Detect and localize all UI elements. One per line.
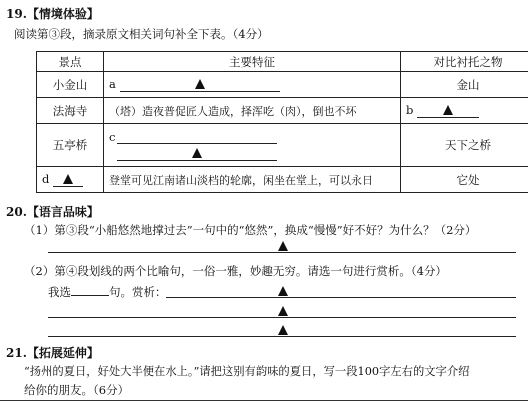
q20-choose-line	[48, 284, 167, 300]
q20-sub1: （1）第③段“小船悠然地撑过去”一句中的“悠然”，换成“慢慢”好不好？为什么？（2分）	[24, 222, 476, 238]
contrast-cell: 金山	[401, 72, 528, 98]
header-contrast: 对比衬托之物	[401, 52, 528, 72]
choose-blank[interactable]	[71, 284, 109, 296]
table-row	[37, 167, 528, 193]
feature-cell: 登堂可见江南诸山淡档的轮廓，闲坐在堂上，可以永日	[104, 167, 401, 193]
table-row	[37, 72, 528, 98]
answer-blank-c-line1[interactable]	[117, 131, 277, 144]
answer-blank-c-line2[interactable]	[117, 146, 277, 161]
answer-marker-icon	[278, 241, 288, 251]
contrast-cell: 它处	[401, 167, 528, 193]
q20-sub2: （2）第④段划线的两个比喻句，一俗一雅，妙趣无穷。请选一句进行赏析。（4分）	[24, 263, 447, 279]
answer-line[interactable]	[166, 297, 516, 298]
answer-marker-icon	[278, 306, 288, 316]
scene-cell: 五亭桥	[37, 124, 104, 167]
feature-cell: （塔）造夜普促匠人造成，择浑吃（肉），倒也不坏	[104, 98, 401, 124]
scene-cell: 小金山	[37, 72, 104, 98]
answer-marker-icon	[278, 325, 288, 335]
answer-blank-a[interactable]	[120, 77, 280, 92]
header-scene: 景点	[37, 52, 104, 72]
blank-label: a	[109, 77, 116, 91]
q19-table	[36, 51, 528, 193]
blank-marker-icon	[63, 174, 73, 184]
q20-title: 20.【语言品味】	[6, 203, 99, 220]
q21-line2: 给你的朋友。（6分）	[24, 382, 129, 398]
blank-marker-icon	[192, 148, 202, 158]
table-row	[37, 124, 528, 167]
scene-cell: 法海寺	[37, 98, 104, 124]
q21-line1: “扬州的夏日，好处大半便在水上。”请把这别有韵味的夏日，写一段100字左右的文字介绍	[24, 363, 469, 379]
answer-line[interactable]	[48, 252, 516, 253]
q19-title: 19.【情境体验】	[6, 5, 99, 22]
contrast-cell[interactable]	[401, 98, 528, 124]
answer-blank-d[interactable]	[53, 172, 83, 187]
answer-line[interactable]	[48, 317, 516, 318]
q21-title: 21.【拓展延伸】	[6, 344, 99, 361]
blank-label: c	[109, 130, 115, 144]
header-feature: 主要特征	[104, 52, 401, 72]
feature-cell[interactable]	[104, 72, 401, 98]
answer-marker-icon	[278, 286, 288, 296]
blank-marker-icon	[195, 79, 205, 89]
blank-label: d	[42, 172, 49, 186]
choose-suffix: 句。赏析：	[109, 285, 167, 299]
q19-instruction: 阅读第③段，摘录原文相关词句补全下表。（4分）	[14, 26, 269, 42]
answer-line[interactable]	[48, 336, 516, 337]
choose-prefix: 我选	[48, 285, 71, 299]
blank-marker-icon	[443, 105, 453, 115]
blank-label: b	[406, 103, 413, 117]
table-row	[37, 98, 528, 124]
answer-blank-b[interactable]	[417, 103, 479, 118]
scene-cell[interactable]	[37, 167, 104, 193]
contrast-cell: 天下之桥	[401, 124, 528, 167]
feature-cell[interactable]	[104, 124, 401, 167]
table-header-row	[37, 52, 528, 72]
